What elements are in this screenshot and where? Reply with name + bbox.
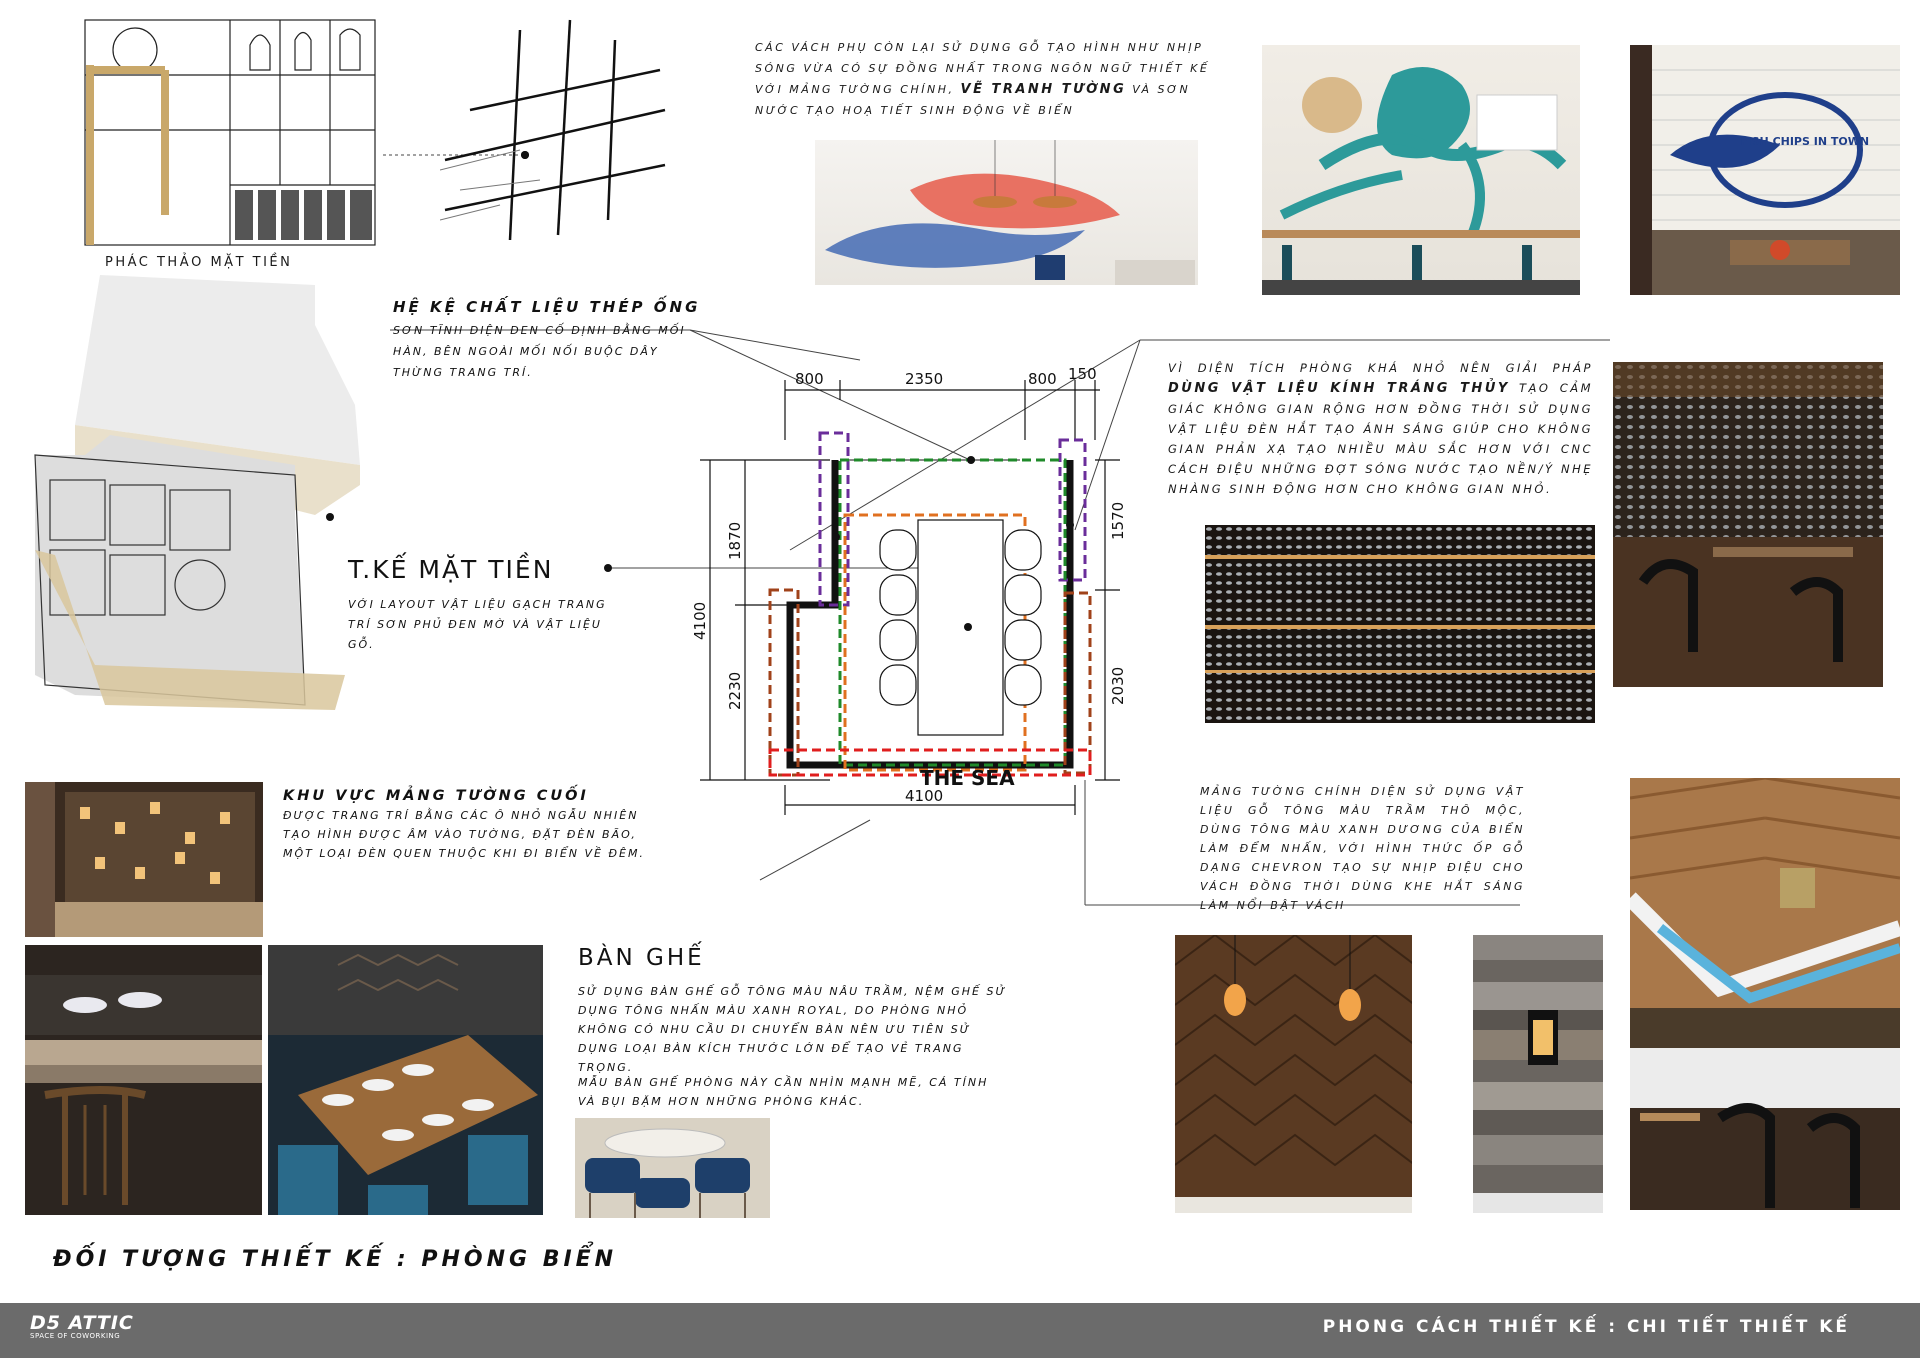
design-subject: ĐỐI TƯỢNG THIẾT KẾ : PHÒNG BIỂN bbox=[53, 1247, 618, 1272]
footer-logo bbox=[30, 1312, 134, 1340]
cnc-panel-photo bbox=[1205, 525, 1595, 723]
fish-mural-photo bbox=[815, 140, 1198, 285]
plan-label: THE SEA bbox=[920, 766, 1015, 790]
end-wall-photo bbox=[25, 782, 263, 937]
footer-title: PHONG CÁCH THIẾT KẾ : CHI TIẾT THIẾT KẾ bbox=[1322, 1317, 1850, 1337]
dim-right-lower: 2030 bbox=[1109, 666, 1127, 705]
steel-shelf-body: SƠN TĨNH ĐIỆN ĐEN CỐ ĐỊNH BẰNG MỐI HÀN, BÊN NGOÀI MỐI NỐI BUỘC DÂY THỪNG TRANG TRÍ. bbox=[393, 324, 686, 379]
dim-top-d: 150 bbox=[1068, 365, 1097, 383]
fish-chips-sign-photo bbox=[1630, 45, 1900, 295]
dim-right-upper: 1570 bbox=[1109, 501, 1127, 540]
mirror-glass-text-a: VÌ DIỆN TÍCH PHÒNG KHÁ NHỎ NÊN GIẢI PHÁP bbox=[1168, 361, 1593, 375]
octopus-mural-photo bbox=[1262, 45, 1580, 295]
side-walls-text-a: CÁC VÁCH PHỤ CÒN LẠI SỬ DỤNG GỖ TẠO HÌNH NHƯ NHỊP SÓNG VỪA CÓ SỰ ĐỒNG NHẤT TRONG NGÔN NGỮ THIẾT KẾ VỚI MẢNG TƯỜNG CHÍNH, bbox=[755, 41, 1210, 96]
footer-logo-sub: SPACE OF COWORKING bbox=[30, 1332, 121, 1340]
furniture-photo-2 bbox=[268, 945, 543, 1215]
footer-logo-text: D5 ATTIC bbox=[30, 1312, 134, 1334]
mirror-restaurant-photo bbox=[1613, 362, 1883, 687]
mirror-glass-text-bold: DÙNG VẬT LIỆU KÍNH TRÁNG THỦY bbox=[1168, 381, 1510, 396]
furniture-photo-3 bbox=[575, 1118, 770, 1218]
dim-left-lower: 2230 bbox=[726, 671, 744, 710]
dim-left-total: 4100 bbox=[691, 601, 709, 640]
dim-top-c: 800 bbox=[1028, 370, 1057, 388]
end-wall-title: KHU VỰC MẢNG TƯỜNG CUỐI bbox=[283, 788, 589, 804]
steel-shelf-title: HỆ KỆ CHẤT LIỆU THÉP ỐNG bbox=[393, 298, 701, 316]
facade-sketch-label: PHÁC THẢO MẶT TIỀN bbox=[105, 255, 293, 270]
end-wall-body: ĐƯỢC TRANG TRÍ BẰNG CÁC Ô NHỎ NGẪU NHIÊN TẠO HÌNH ĐƯỢC ÂM VÀO TƯỜNG, ĐẶT ĐÈN BÃO, MỘT LOẠI ĐÈN QUEN THUỘC KHI ĐI BIỂN VỀ ĐÊM. bbox=[283, 809, 645, 860]
facade-design-body: VỚI LAYOUT VẬT LIỆU GẠCH TRANG TRÍ SƠN PHỦ ĐEN MỜ VÀ VẬT LIỆU GỖ. bbox=[348, 598, 607, 651]
pipe-shelf-sketch bbox=[440, 10, 670, 245]
facade-sketch-drawing bbox=[80, 15, 380, 250]
fish-sign-text: FISH CHIPS IN TOWN bbox=[1740, 135, 1870, 148]
side-walls-text-bold: VẼ TRANH TƯỜNG bbox=[960, 82, 1127, 97]
dim-left-upper: 1870 bbox=[726, 521, 744, 560]
floor-plan bbox=[690, 365, 1140, 815]
counter-pointer bbox=[325, 512, 335, 522]
dim-top-a: 800 bbox=[795, 370, 824, 388]
reclaimed-wood-photo bbox=[1473, 935, 1603, 1213]
main-wall-text: MẢNG TƯỜNG CHÍNH DIỆN SỬ DỤNG VẬT LIỆU GỖ TÔNG MÀU TRẦM THÔ MỘC, DÙNG TÔNG MÀU XANH DƯƠNG CỦA BIỂN LÀM ĐỂM NHẤN, VỚI HÌNH THỨC ỐP GỖ DẠNG CHEVRON TẠO SỰ NHỊP ĐIỆU CHO VÁCH ĐỒNG THỜI DÙNG KHE HẮT SÁNG LÀM NỔI BẬT VÁCH bbox=[1200, 785, 1525, 912]
furniture-photo-1 bbox=[25, 945, 262, 1215]
furniture-title: BÀN GHẾ bbox=[578, 945, 705, 971]
dim-bottom: 4100 bbox=[905, 787, 944, 805]
facade-design-title: T.KẾ MẶT TIỀN bbox=[348, 555, 554, 584]
furniture-body-1: SỬ DỤNG BÀN GHẾ GỖ TÔNG MÀU NÂU TRẦM, NỆM GHẾ SỬ DỤNG TÔNG NHẤN MÀU XANH ROYAL, DO PHÒNG NHỎ KHÔNG CÓ NHU CẦU DI CHUYỂN BÀN NÊN ƯU TIÊN SỬ DỤNG LOẠI BÀN KÍCH THƯỚC LỚN ĐỂ TẠO VẺ TRANG TRỌNG. bbox=[578, 985, 1007, 1074]
chevron-wall-photo bbox=[1630, 778, 1900, 1210]
furniture-body-2: MẪU BÀN GHẾ PHÒNG NÀY CẦN NHÌN MẠNH MẼ, CÁ TÍNH VÀ BỤI BẶM HƠN NHỮNG PHÒNG KHÁC. bbox=[578, 1076, 989, 1108]
herringbone-wood-photo bbox=[1175, 935, 1412, 1213]
mirror-glass-text bbox=[1168, 358, 1593, 499]
mirror-glass-text-b: TẠO CẢM GIÁC KHÔNG GIAN RỘNG HƠN ĐỒNG THỜI SỬ DỤNG VẬT LIỆU ĐÈN HẮT TẠO ÁNH SÁNG GIÚP CHO KHÔNG GIAN PHẢN XẠ TẠO NHIỀU MÀU SẮC HƠN VỚI CNC CÁCH ĐIỆU NHỮNG ĐỢT SÓNG NƯỚC TẠO NỀN/Ý NHẸ NHÀNG SINH ĐỘNG HƠN CHO KHÔNG GIAN NHỎ. bbox=[1168, 381, 1594, 496]
side-walls-text bbox=[755, 37, 1215, 121]
side-walls-text-b: VÀ SƠN NƯỚC TẠO HOẠ TIẾT SINH ĐỘNG VỀ BIỂN bbox=[755, 83, 1191, 117]
dim-top-b: 2350 bbox=[905, 370, 944, 388]
